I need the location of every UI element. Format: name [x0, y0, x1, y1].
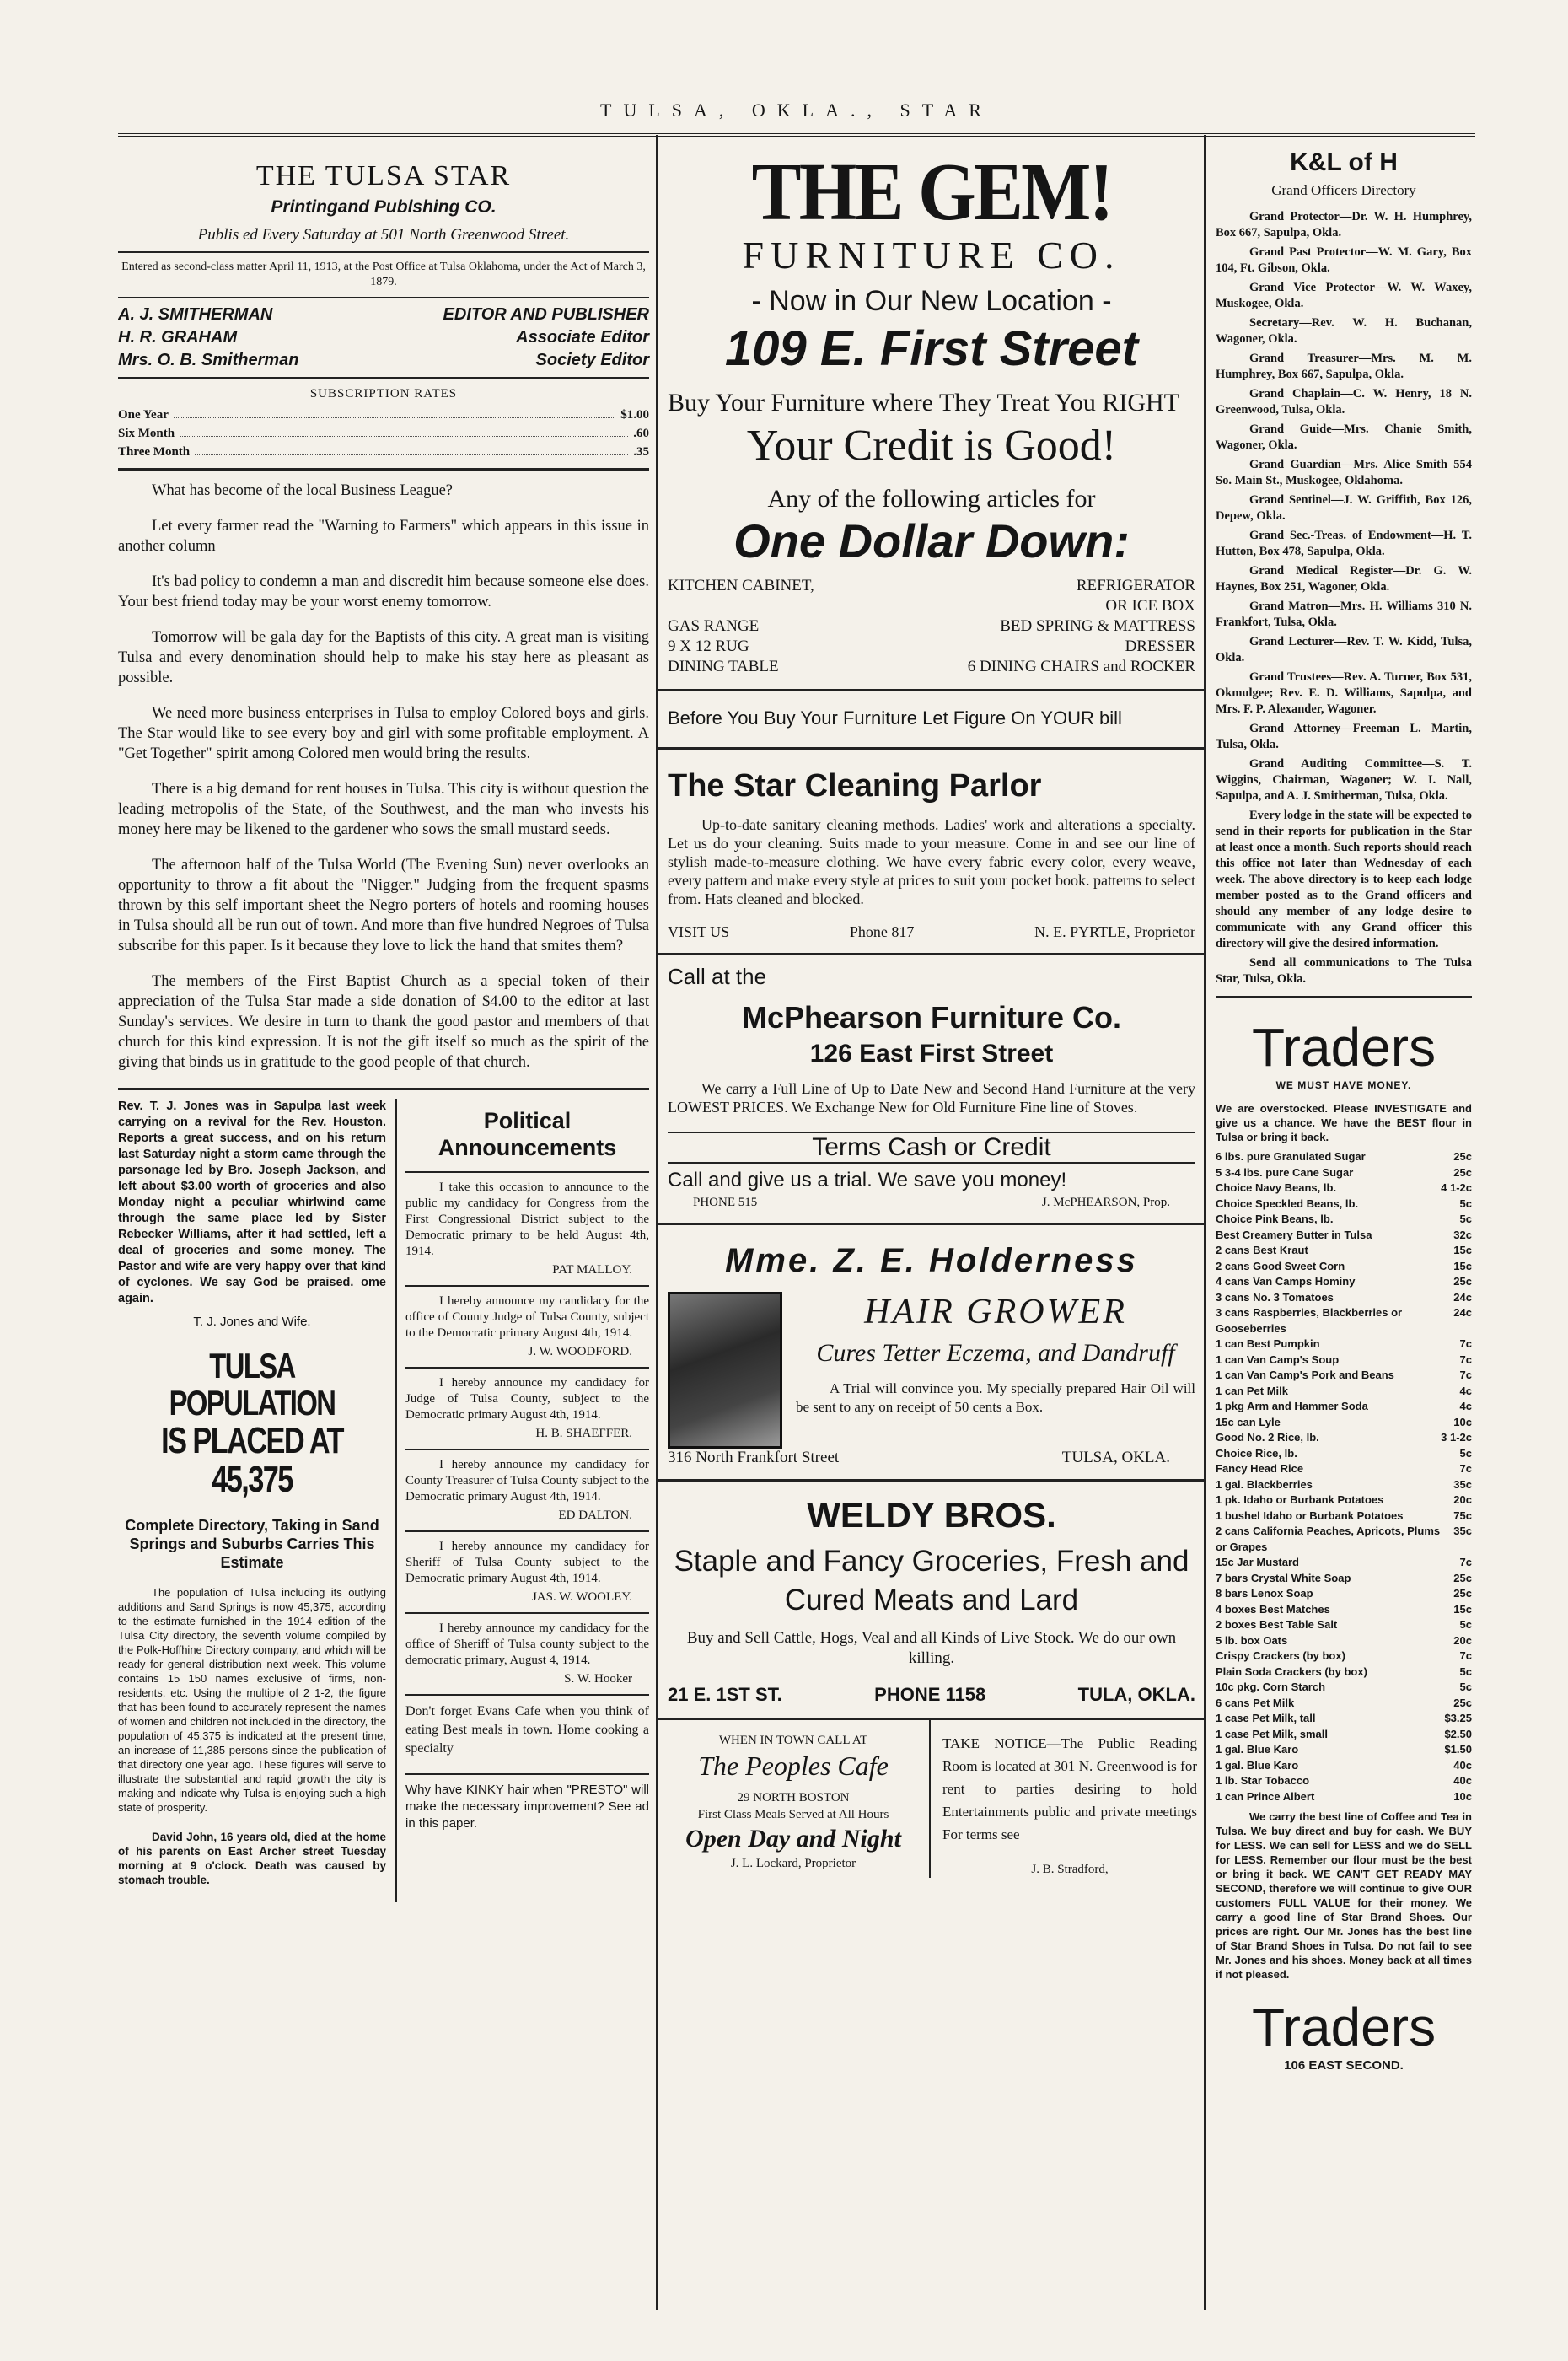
- traders-price-row: [1216, 1180, 1472, 1197]
- political-signature: PAT MALLOY.: [552, 1263, 632, 1277]
- traders-price-row: [1216, 1415, 1472, 1431]
- rates-list: [118, 407, 649, 460]
- mcpherson-call: Call at the: [668, 964, 767, 989]
- kl-title: K&L of H: [1290, 148, 1398, 176]
- traders-price-row: [1216, 1384, 1472, 1400]
- traders-item-price: 5c: [1459, 1665, 1472, 1678]
- traders-item-price: 40c: [1453, 1758, 1472, 1772]
- masthead: TULSA, OKLA., STAR: [118, 99, 1475, 137]
- rate-row: [118, 444, 649, 460]
- political-signature: S. W. Hooker: [564, 1672, 632, 1686]
- traders-item-name: 10c pkg. Corn Starch: [1216, 1681, 1326, 1693]
- kl-entry: Grand Matron—Mrs. H. Williams 310 N. Frankfort, Tulsa, Okla.: [1216, 600, 1472, 629]
- traders-item-name: 7 bars Crystal White Soap: [1216, 1571, 1351, 1584]
- kl-entry: Grand Past Protector—W. M. Gary, Box 104, Ft. Gibson, Okla.: [1216, 245, 1472, 275]
- gem-item-row: [668, 576, 1195, 596]
- mcpherson-street: 126 East First Street: [809, 1040, 1054, 1068]
- political-signature: J. W. WOODFORD.: [528, 1345, 632, 1358]
- traders-title: Traders: [1251, 1017, 1436, 1078]
- traders-item-name: 1 can Van Camp's Pork and Beans: [1216, 1369, 1394, 1381]
- holderness-text: A Trial will convince you. My specially prepared Hair Oil will be sent to any on receipt of 50 cents a Box.: [796, 1380, 1195, 1415]
- gem-item-left: GAS RANGE: [668, 617, 760, 635]
- holderness-name: Mme. Z. E. Holderness: [725, 1242, 1138, 1279]
- weldy-name: WELDY BROS.: [807, 1495, 1056, 1535]
- gem-item-row: [668, 657, 1195, 677]
- staff-role: Associate Editor: [516, 328, 649, 347]
- political-divider: [405, 1285, 649, 1287]
- political-divider: [405, 1530, 649, 1532]
- traders-price-list: [1216, 1149, 1472, 1804]
- star-title: THE TULSA STAR: [255, 160, 512, 191]
- cleaning-visit: VISIT US: [668, 923, 730, 940]
- political-announcement: I hereby announce my candidacy for Sheriff of Tulsa County subject to the Democratic primary August 4th, 1914.: [405, 1540, 649, 1585]
- traders-price-row: [1216, 1149, 1472, 1165]
- traders-item-name: 1 lb. Star Tobacco: [1216, 1774, 1310, 1787]
- staff-name: Mrs. O. B. Smitherman: [118, 351, 299, 369]
- traders-price-row: [1216, 1680, 1472, 1696]
- traders-item-price: 5c: [1459, 1197, 1472, 1210]
- weldy-address: 21 E. 1ST ST.: [668, 1684, 782, 1705]
- traders-item-price: 5c: [1459, 1681, 1472, 1693]
- holderness-ad: [658, 1225, 1206, 1482]
- gem-any: Any of the following articles for: [767, 485, 1096, 513]
- traders-item-name: 2 cans Best Kraut: [1216, 1244, 1308, 1256]
- traders-price-row: [1216, 1758, 1472, 1774]
- traders-item-price: 4c: [1459, 1400, 1472, 1412]
- traders-item-price: $2.50: [1444, 1727, 1472, 1740]
- kl-entry: Every lodge in the state will be expected to send in their reports for publication in the Star at least once a month. Such reports should reach this office not later than Wednesday of each week. The above directory is to keep each lodge member posted as to the Grand officers and should any member of any lodge desire to communicate with any Grand officer this directory will give the desired information.: [1216, 809, 1472, 950]
- weldy-phone: PHONE 1158: [874, 1684, 986, 1705]
- political-title: Political Announcements: [438, 1108, 617, 1160]
- staff-name: A. J. SMITHERMAN: [118, 305, 273, 324]
- cleaning-prop: N. E. PYRTLE, Proprietor: [1034, 923, 1195, 940]
- traders-item-name: 5 3-4 lbs. pure Cane Sugar: [1216, 1165, 1354, 1179]
- notice-sign: J. B. Stradford,: [1031, 1863, 1109, 1876]
- traders-address: 106 EAST SECOND.: [1284, 2058, 1404, 2073]
- kl-entry: Grand Attorney—Freeman L. Martin, Tulsa, Okla.: [1216, 722, 1472, 751]
- rate-label: One Year: [118, 408, 169, 422]
- political-announcement: I hereby announce my candidacy for the office of County Judge of Tulsa County, subject to the Democratic primary August 4th, 1914.: [405, 1294, 649, 1340]
- rate-price: .60: [633, 427, 649, 440]
- peoples-name: The Peoples Cafe: [698, 1751, 889, 1781]
- traders-item-price: 24c: [1453, 1306, 1472, 1319]
- mcpherson-phone: PHONE 515: [693, 1196, 758, 1209]
- traders-price-row: [1216, 1665, 1472, 1681]
- traders-item-name: Best Creamery Butter in Tulsa: [1216, 1228, 1372, 1241]
- gem-before-text: Before You Buy Your Furniture Let Figure On YOUR bill: [668, 707, 1122, 729]
- political-divider: [405, 1449, 649, 1450]
- kl-subtitle: Grand Officers Directory: [1271, 182, 1416, 198]
- traders-item-price: 25c: [1453, 1587, 1472, 1600]
- kl-entry: Grand Lecturer—Rev. T. W. Kidd, Tulsa, Okla.: [1216, 635, 1472, 664]
- rate-price: $1.00: [620, 408, 649, 422]
- holderness-city: TULSA, OKLA.: [1061, 1449, 1170, 1466]
- rate-row: [118, 426, 649, 441]
- traders-item-name: 1 case Pet Milk, small: [1216, 1727, 1328, 1740]
- traders-price-row: [1216, 1492, 1472, 1509]
- staff-role: EDITOR AND PUBLISHER: [443, 305, 649, 324]
- traders-item-name: 1 can Van Camp's Soup: [1216, 1353, 1340, 1366]
- traders-item-name: 1 bushel Idaho or Burbank Potatoes: [1216, 1509, 1404, 1522]
- column-content: [658, 135, 1206, 1878]
- gem-item-right: 6 DINING CHAIRS and ROCKER: [967, 658, 1195, 675]
- peoples-ad: [658, 1720, 931, 1878]
- gem-down: One Dollar Down:: [733, 514, 1130, 567]
- kl-entry: Grand Trustees—Rev. A. Turner, Box 531, Okmulgee; Rev. E. D. Williams, Sapulpa, and Mrs. F. P. Alexander, Wagoner.: [1216, 670, 1472, 716]
- traders-price-row: [1216, 1477, 1472, 1493]
- traders-item-price: 15c: [1453, 1259, 1472, 1272]
- traders-outro: We carry the best line of Coffee and Tea in Tulsa. We buy direct and buy for cash. We BUY for LESS. We can sell for LESS and we do SELL for LESS. Remember our flour must be the best or bring it back. WE CAN'T GET READY MAY SECOND, therefore we will continue to give OUR customers FULL VALUE for their money. We carry a good line of Star Brand Shoes. Our prices are right. Our Mr. Jones has the best line of Star Brand Shoes in Tulsa. Do not fail to see Mr. Jones and his shoes. Money back at all times if not pleased.: [1216, 1810, 1472, 1981]
- staff-row: [118, 305, 649, 325]
- political-divider: [405, 1367, 649, 1369]
- editorial-paragraph: We need more business enterprises in Tulsa to employ Colored boys and girls. The Star would like to see every boy and girl with some profitable employment. A "Get Together" spirit among Colored men would bring the results.: [118, 705, 649, 762]
- traders-item-name: 8 bars Lenox Soap: [1216, 1587, 1313, 1600]
- mcpherson-text: We carry a Full Line of Up to Date New and Second Hand Furniture at the very LOWEST PRICES. We Exchange New for Old Furniture Fine line of Stoves.: [668, 1080, 1195, 1116]
- gem-ad: [658, 135, 1206, 691]
- rate-dots: [180, 426, 628, 437]
- kl-entry: Grand Chaplain—C. W. Henry, 18 N. Greenwood, Tulsa, Okla.: [1216, 387, 1472, 417]
- traders-item-price: 7c: [1459, 1353, 1472, 1366]
- political-signature: H. B. SHAEFFER.: [535, 1427, 632, 1440]
- political-signature: JAS. W. WOOLEY.: [531, 1590, 632, 1604]
- gem-street: 109 E. First Street: [725, 321, 1138, 376]
- kl-entry: Send all communications to The Tulsa Star, Tulsa, Okla.: [1216, 956, 1472, 986]
- kl-entry: Grand Sec.-Treas. of Endowment—H. T. Hutton, Box 478, Sapulpa, Okla.: [1216, 529, 1472, 558]
- traders-price-row: [1216, 1524, 1472, 1555]
- traders-price-row: [1216, 1602, 1472, 1618]
- political-announcement: I hereby announce my candidacy for Judge of Tulsa County, subject to the Democratic primary August 4th, 1914.: [405, 1376, 649, 1422]
- traders-item-price: 32c: [1453, 1228, 1472, 1241]
- political-announcement: I hereby announce my candidacy for County Treasurer of Tulsa County subject to the Democratic primary August 4th, 1914.: [405, 1458, 649, 1503]
- staff-list: [118, 305, 649, 370]
- weldy-city: TULA, OKLA.: [1077, 1684, 1195, 1705]
- mcpherson-ad: [658, 955, 1206, 1225]
- traders-item-price: 10c: [1453, 1789, 1472, 1803]
- traders-item-name: 2 cans Good Sweet Corn: [1216, 1259, 1345, 1272]
- traders-item-name: Fancy Head Rice: [1216, 1462, 1304, 1475]
- traders-money: WE MUST HAVE MONEY.: [1275, 1079, 1412, 1091]
- peoples-meals: First Class Meals Served at All Hours: [697, 1808, 889, 1821]
- column-middle: [658, 135, 1206, 2310]
- gem-item-row: [668, 596, 1195, 616]
- jones-text: Rev. T. J. Jones was in Sapulpa last week carrying on a revival for the Rev. Houston. Reports a great success, and on his return last Saturday night a storm came through the parsonage led by Bro. Joseph Jackson, and left about $3.00 worth of groceries and also Monday night a peculiar whirlwind came through the same place led by Sister Rebecker Williams, after it had settled, left a deal of groceries and some money. The Pastor and wife are very happy over that kind of cyclones. We say God be praised. ome again.: [118, 1100, 386, 1305]
- traders-item-price: 7c: [1459, 1369, 1472, 1381]
- gem-item-right: OR ICE BOX: [1105, 597, 1195, 615]
- traders-price-row: [1216, 1571, 1472, 1587]
- editorial-paragraph: The afternoon half of the Tulsa World (The Evening Sun) never overlooks an opportunity to throw a fit about the "Nigger." Judging from the frequent spasms thrown by this self important sheet the Negro porters of hotels and rooming houses in Tulsa should all be run out of town. And more than five hundred Negroes of Tulsa subscribe for this paper. Is it because they love to lick the hand that smites them?: [118, 857, 649, 955]
- cleaning-title: The Star Cleaning Parlor: [668, 768, 1042, 804]
- traders-item-name: 1 gal. Blue Karo: [1216, 1758, 1299, 1772]
- traders-price-row: [1216, 1368, 1472, 1384]
- editorial-paragraph: There is a big demand for rent houses in Tulsa. This city is without question the leading metropolis of the State, of the Southwest, and the man who invests his money here may be likened to the gardener who sows the small mustard seeds.: [118, 781, 649, 838]
- rate-price: .35: [633, 445, 649, 459]
- traders-price-row: [1216, 1243, 1472, 1259]
- traders-price-row: [1216, 1696, 1472, 1712]
- traders-item-price: $3.25: [1444, 1712, 1472, 1724]
- gem-item-right: BED SPRING & MATTRESS: [1000, 617, 1195, 635]
- mcpherson-prop: J. McPHEARSON, Prop.: [1041, 1196, 1170, 1209]
- traders-price-row: [1216, 1399, 1472, 1415]
- kl-directory: [1216, 209, 1472, 987]
- editorial-paragraph: Let every farmer read the "Warning to Farmers" which appears in this issue in another column: [118, 518, 649, 555]
- evans-ad: Don't forget Evans Cafe when you think of eating Best meals in town. Home cooking a specialty: [405, 1704, 649, 1756]
- traders-item-name: 1 can Best Pumpkin: [1216, 1337, 1320, 1350]
- gem-items: [668, 576, 1195, 677]
- staff-role: Society Editor: [535, 351, 649, 369]
- jones-sign: T. J. Jones and Wife.: [193, 1315, 311, 1329]
- traders-price-row: [1216, 1353, 1472, 1369]
- traders-item-name: 5 lb. box Oats: [1216, 1633, 1288, 1647]
- cleaning-ad: [658, 750, 1206, 955]
- kl-entry: Grand Medical Register—Dr. G. W. Haynes, Box 251, Wagoner, Okla.: [1216, 564, 1472, 594]
- traders-item-price: 35c: [1453, 1477, 1472, 1491]
- traders-price-row: [1216, 1617, 1472, 1633]
- rate-label: Six Month: [118, 427, 175, 440]
- traders-item-name: Plain Soda Crackers (by box): [1216, 1665, 1367, 1678]
- weldy-line: Staple and Fancy Groceries, Fresh and Cured Meats and Lard: [674, 1545, 1189, 1616]
- traders-item-name: 1 pkg Arm and Hammer Soda: [1216, 1400, 1368, 1412]
- traders-item-name: 6 lbs. pure Granulated Sugar: [1216, 1150, 1366, 1163]
- traders-item-price: 20c: [1453, 1633, 1472, 1647]
- staff-name: H. R. GRAHAM: [118, 328, 238, 347]
- gem-item-row: [668, 637, 1195, 657]
- staff-row: [118, 328, 649, 347]
- holderness-portrait: [668, 1292, 782, 1449]
- traders-price-row: [1216, 1446, 1472, 1462]
- gem-item-right: REFRIGERATOR: [1076, 577, 1195, 594]
- staff-row: [118, 351, 649, 370]
- traders-item-name: Good No. 2 Rice, lb.: [1216, 1431, 1319, 1444]
- traders-item-price: 5c: [1459, 1618, 1472, 1631]
- traders-price-row: [1216, 1509, 1472, 1525]
- traders-item-name: Choice Rice, lb.: [1216, 1446, 1297, 1460]
- traders-price-row: [1216, 1648, 1472, 1665]
- rates-title: SUBSCRIPTION RATES: [309, 387, 458, 401]
- traders-item-name: 15c Jar Mustard: [1216, 1556, 1299, 1568]
- holderness-product: HAIR GROWER: [864, 1293, 1127, 1331]
- traders-price-row: [1216, 1212, 1472, 1228]
- kl-entry: Secretary—Rev. W. H. Buchanan, Wagoner, Okla.: [1216, 316, 1472, 346]
- gem-item-left: KITCHEN CABINET,: [668, 577, 814, 594]
- traders-item-price: 4c: [1459, 1384, 1472, 1397]
- traders-price-row: [1216, 1336, 1472, 1353]
- traders-price-row: [1216, 1789, 1472, 1805]
- traders-item-price: 25c: [1453, 1165, 1472, 1179]
- traders-price-row: [1216, 1259, 1472, 1275]
- traders-price-row: [1216, 1633, 1472, 1649]
- weldy-text: Buy and Sell Cattle, Hogs, Veal and all Kinds of Live Stock. We do our own killing.: [686, 1629, 1177, 1667]
- peoples-open: Open Day and Night: [685, 1825, 901, 1853]
- gem-credit: Your Credit is Good!: [746, 422, 1117, 470]
- kl-entry: Grand Sentinel—J. W. Griffith, Box 126, Depew, Okla.: [1216, 493, 1472, 523]
- holderness-address: 316 North Frankfort Street: [668, 1449, 840, 1466]
- column-left: [118, 135, 658, 2310]
- kl-entry: Grand Guardian—Mrs. Alice Smith 554 So. Main St., Muskogee, Oklahoma.: [1216, 458, 1472, 487]
- traders-price-row: [1216, 1197, 1472, 1213]
- traders-item-price: 15c: [1453, 1244, 1472, 1256]
- star-published: Publis ed Every Saturday at 501 North Greenwood Street.: [197, 226, 570, 244]
- population-headline-1: TULSA POPULATION: [169, 1346, 336, 1423]
- traders-item-price: 25c: [1453, 1275, 1472, 1288]
- traders-item-price: 25c: [1453, 1150, 1472, 1163]
- political-signature: ED DALTON.: [558, 1509, 632, 1522]
- gem-item-row: [668, 616, 1195, 637]
- peoples-prop: J. L. Lockard, Proprietor: [730, 1857, 856, 1870]
- traders-price-row: [1216, 1430, 1472, 1446]
- peoples-address: 29 NORTH BOSTON: [737, 1791, 850, 1804]
- traders-price-row: [1216, 1290, 1472, 1306]
- star-subtitle: Printingand Publshing CO.: [271, 197, 497, 217]
- traders-price-row: [1216, 1305, 1472, 1336]
- gem-item-right: DRESSER: [1125, 637, 1195, 655]
- traders-item-price: 35c: [1453, 1525, 1472, 1537]
- gem-item-left: DINING TABLE: [668, 658, 779, 675]
- traders-price-row: [1216, 1586, 1472, 1602]
- peoples-when: WHEN IN TOWN CALL AT: [718, 1734, 868, 1747]
- kl-entry: Grand Vice Protector—W. W. Waxey, Muskogee, Okla.: [1216, 281, 1472, 310]
- traders-item-name: 4 boxes Best Matches: [1216, 1602, 1330, 1616]
- rate-label: Three Month: [118, 445, 191, 459]
- traders-item-price: $1.50: [1444, 1743, 1472, 1756]
- rate-dots: [195, 444, 628, 455]
- traders-price-row: [1216, 1742, 1472, 1758]
- death-notice: David John, 16 years old, died at the home of his parents on East Archer street Tuesday morning at 9 o'clock. Death was caused by stomach trouble.: [118, 1831, 386, 1886]
- editorial-paragraph: What has become of the local Business League?: [152, 482, 454, 499]
- editorial-paragraph: It's bad policy to condemn a man and discredit him because someone else does. Your best friend today may be your worst enemy tomorrow.: [118, 573, 649, 610]
- notice-ad: [931, 1720, 1206, 1878]
- traders-item-price: 7c: [1459, 1556, 1472, 1568]
- kinky-ad: Why have KINKY hair when "PRESTO" will make the necessary improvement? See ad in this paper.: [405, 1783, 649, 1831]
- traders-item-price: 24c: [1453, 1290, 1472, 1304]
- traders-price-row: [1216, 1461, 1472, 1477]
- traders-item-price: 7c: [1459, 1337, 1472, 1350]
- traders-item-name: 1 can Pet Milk: [1216, 1384, 1288, 1397]
- traders-price-row: [1216, 1773, 1472, 1789]
- mcpherson-terms: Terms Cash or Credit: [668, 1132, 1195, 1164]
- kl-entry: Grand Guide—Mrs. Chanie Smith, Wagoner, Okla.: [1216, 422, 1472, 452]
- traders-price-row: [1216, 1727, 1472, 1743]
- cleaning-phone: Phone 817: [849, 923, 915, 940]
- population-subhead: Complete Directory, Taking in Sand Springs and Suburbs Carries This Estimate: [125, 1517, 379, 1571]
- traders-item-price: 25c: [1453, 1696, 1472, 1709]
- political-announcement: I take this occasion to announce to the public my candidacy for Congress from the First Congressional District subject to the Democratic primary to be held August 4th, 1914.: [405, 1180, 649, 1258]
- population-text: The population of Tulsa including its outlying additions and Sand Springs is now 45,375, according to the estimate furnished in the 1914 edition of the Tulsa City directory, the seventh volume compiled by the Polk-Hoffhine Directory company, and which will be ready for general distribution next week. This volume contains 15 150 names exclusive of firms, non-residents, etc. Using the multiple of 2 1-2, the figure that has been found to accurately represent the names of women and children not included in the directory, the population of 45,375 is indicated at the present time, an increase of 11,385 persons since the publication of that directory one year ago. These figures will serve to illustrate the substantial and rapid growth the city is making and indicate why Tulsa is enjoying such a high state of prosperity.: [118, 1586, 386, 1814]
- traders-item-name: Crispy Crackers (by box): [1216, 1649, 1345, 1662]
- holderness-cures: Cures Tetter Eczema, and Dandruff: [816, 1339, 1175, 1367]
- column-content: [118, 160, 658, 1902]
- traders-item-price: 20c: [1453, 1493, 1472, 1506]
- gem-location: - Now in Our New Location -: [751, 285, 1112, 317]
- traders-item-price: 7c: [1459, 1649, 1472, 1662]
- gem-item-left: 9 X 12 RUG: [668, 637, 749, 655]
- traders-price-row: [1216, 1555, 1472, 1571]
- political-divider: [405, 1694, 649, 1696]
- political-list: [405, 1180, 649, 1696]
- traders-price-row: [1216, 1274, 1472, 1290]
- traders-item-name: 2 cans California Peaches, Apricots, Plums or Grapes: [1216, 1525, 1441, 1553]
- traders-item-name: 2 boxes Best Table Salt: [1216, 1618, 1338, 1631]
- traders-item-name: 1 pk. Idaho or Burbank Potatoes: [1216, 1493, 1384, 1506]
- mcpherson-trial: Call and give us a trial. We save you money!: [668, 1169, 1067, 1191]
- traders-item-price: 5c: [1459, 1213, 1472, 1225]
- population-headline-2: IS PLACED AT 45,375: [161, 1420, 343, 1500]
- traders-price-row: [1216, 1165, 1472, 1181]
- column-content: [1206, 148, 1475, 2074]
- traders-item-name: 3 cans No. 3 Tomatoes: [1216, 1290, 1334, 1304]
- traders-item-name: 3 cans Raspberries, Blackberries or Gooseberries: [1216, 1306, 1403, 1335]
- mcpherson-name: McPhearson Furniture Co.: [741, 1000, 1122, 1035]
- traders-item-price: 7c: [1459, 1462, 1472, 1475]
- gem-title: THE GEM!: [751, 147, 1112, 238]
- traders-item-price: 5c: [1459, 1446, 1472, 1460]
- notice-text: TAKE NOTICE—The Public Reading Room is located at 301 N. Greenwood is for rent to parties desiring to hold Entertainments public and private meetings For terms see: [942, 1735, 1197, 1842]
- star-entered: Entered as second-class matter April 11, 1913, at the Post Office at Tulsa Oklahoma, under the Act of March 3, 1879.: [121, 261, 646, 288]
- traders-title-2: Traders: [1251, 1997, 1436, 2057]
- traders-item-price: 15c: [1453, 1602, 1472, 1616]
- traders-item-price: 4 1-2c: [1441, 1181, 1472, 1194]
- cleaning-text: Up-to-date sanitary cleaning methods. Ladies' work and alterations a specialty. Let us do your cleaning. Suits made to your measure. Come in and see our line of stylish made-to-measure clothing. We have every fabric every color, every weave, every pattern and make every style at prices to suit your pocket book. patterns to select from. Hats cleaned and blocked.: [668, 816, 1195, 907]
- traders-item-name: Choice Speckled Beans, lb.: [1216, 1197, 1359, 1210]
- traders-item-name: 1 case Pet Milk, tall: [1216, 1712, 1316, 1724]
- traders-item-name: Choice Pink Beans, lb.: [1216, 1213, 1334, 1225]
- traders-item-name: Choice Navy Beans, lb.: [1216, 1181, 1337, 1194]
- gem-buy: Buy Your Furniture where They Treat You RIGHT: [668, 389, 1179, 417]
- editorials: [118, 481, 649, 1073]
- traders-item-price: 75c: [1453, 1509, 1472, 1522]
- traders-item-name: 1 gal. Blackberries: [1216, 1477, 1313, 1491]
- gem-subtitle: FURNITURE CO.: [742, 234, 1121, 277]
- traders-item-price: 10c: [1453, 1415, 1472, 1428]
- traders-item-name: 6 cans Pet Milk: [1216, 1696, 1295, 1709]
- weldy-ad: [658, 1482, 1206, 1720]
- traders-price-row: [1216, 1228, 1472, 1244]
- traders-item-name: 1 can Prince Albert: [1216, 1789, 1315, 1803]
- political-announcement: I hereby announce my candidacy for the office of Sheriff of Tulsa county subject to the democratic primary, August 4, 1914.: [405, 1622, 649, 1667]
- traders-item-price: 3 1-2c: [1441, 1431, 1472, 1444]
- gem-before: [658, 691, 1206, 750]
- traders-item-name: 15c can Lyle: [1216, 1415, 1281, 1428]
- rate-row: [118, 407, 649, 422]
- traders-item-price: 25c: [1453, 1571, 1472, 1584]
- traders-item-name: 1 gal. Blue Karo: [1216, 1743, 1299, 1756]
- column-right: [1206, 135, 1475, 2310]
- traders-price-row: [1216, 1711, 1472, 1727]
- kl-entry: Grand Protector—Dr. W. H. Humphrey, Box 667, Sapulpa, Okla.: [1216, 210, 1472, 239]
- traders-intro: We are overstocked. Please INVESTIGATE and give us a chance. We have the BEST flour in Tulsa or bring it back.: [1216, 1102, 1472, 1143]
- traders-item-name: 4 cans Van Camps Hominy: [1216, 1275, 1356, 1288]
- rate-dots: [174, 407, 615, 418]
- kl-entry: Grand Auditing Committee—S. T. Wiggins, Chairman, Wagoner; W. I. Nall, Sapulpa, and A. J. Smitherman, Tulsa, Okla.: [1216, 757, 1472, 803]
- political-divider: [405, 1612, 649, 1614]
- traders-item-price: 40c: [1453, 1774, 1472, 1787]
- editorial-paragraph: The members of the First Baptist Church as a special token of their appreciation of the Tulsa Star made a side donation of $4.00 to the editor at last Sunday's services. We desire in turn to thank the good pastor and members of that church for this kind expression. It is not the gift itself so much as the spirit of the giving that binds us in gratitude to the good people of that church.: [118, 973, 649, 1071]
- editorial-paragraph: Tomorrow will be gala day for the Baptists of this city. A great man is visiting Tulsa and every denomination should help to make his stay here as pleasant as possible.: [118, 629, 649, 686]
- kl-entry: Grand Treasurer—Mrs. M. M. Humphrey, Box 667, Sapulpa, Okla.: [1216, 352, 1472, 381]
